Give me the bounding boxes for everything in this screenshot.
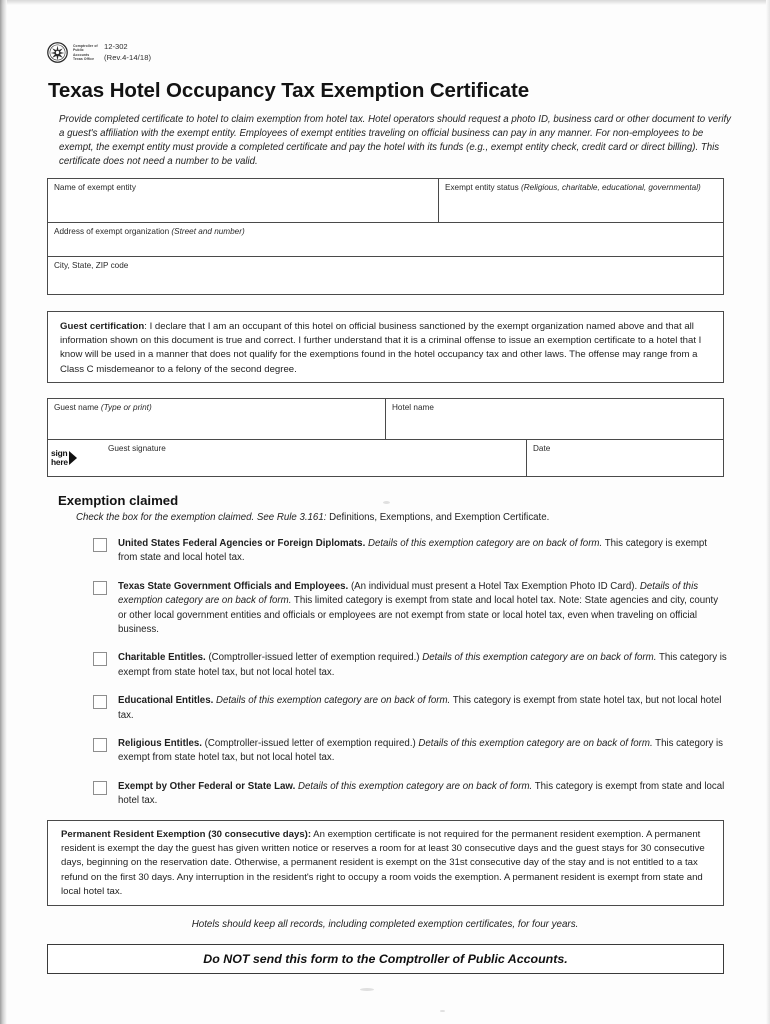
exemption-1-plain: This limited category is exempt from state and local hotel tax. Note: State agencies and city, county or other local government entities and officials or employees are not exempt from state or local hotel tax, even when traveling on official business. <box>118 595 719 636</box>
checkbox-charitable-entities[interactable] <box>93 652 107 666</box>
label-guest-name-hint: (Type or print) <box>100 403 152 412</box>
sign-here-line-1: sign <box>51 448 68 458</box>
exempt-entity-fieldset <box>47 178 724 295</box>
city-state-zip-cell[interactable] <box>48 257 723 294</box>
exemption-2-bold: Charitable Entitles. <box>118 652 206 664</box>
checkbox-texas-state-government[interactable] <box>93 581 107 595</box>
label-hotel-name: Hotel name <box>392 403 434 412</box>
exemption-1-italic: Details of this exemption category are on back of form. <box>118 580 699 607</box>
label-date: Date <box>533 444 551 453</box>
scan-speckle <box>360 988 374 991</box>
form-header <box>47 41 151 63</box>
page-title: Texas Hotel Occupancy Tax Exemption Certificate <box>48 79 530 102</box>
sign-here-marker <box>51 449 77 466</box>
exemption-5-italic: Details of this exemption category are on back of form. <box>295 780 533 792</box>
exemption-option-charitable-entities[interactable] <box>93 651 727 680</box>
label-city-state-zip: City, State, ZIP code <box>54 261 129 270</box>
exemption-2-italic: Details of this exemption category are on back of form. <box>419 652 657 664</box>
date-cell[interactable] <box>527 440 723 476</box>
exemption-option-other-federal-state-law[interactable] <box>93 780 727 809</box>
exemption-4-italic: Details of this exemption category are on back of form. <box>415 738 653 750</box>
checkbox-federal-agencies[interactable] <box>93 538 107 552</box>
exemption-option-texas-state-government-label <box>118 580 727 638</box>
exemption-instruction-plain: Definitions, Exemptions, and Exemption Certificate. <box>326 512 550 523</box>
address-cell[interactable] <box>48 223 723 256</box>
label-guest-signature: Guest signature <box>108 444 166 453</box>
exemption-5-bold: Exempt by Other Federal or State Law. <box>118 780 296 792</box>
exemption-option-religious-entities-label <box>118 737 727 766</box>
exemption-option-educational-entities-label <box>118 694 727 723</box>
checkbox-educational-entities[interactable] <box>93 695 107 709</box>
exempt-entity-status-cell[interactable] <box>439 179 723 222</box>
guest-certification-heading: Guest certification <box>60 321 145 332</box>
exemption-section-heading: Exemption claimed <box>58 493 179 508</box>
permanent-resident-exemption-box <box>47 820 724 906</box>
exemption-instruction-italic: Check the box for the exemption claimed. See Rule 3.161: <box>76 512 327 523</box>
scan-edge-right <box>766 0 770 1024</box>
guest-certification-box <box>47 311 724 383</box>
scan-edge-left <box>0 0 7 1024</box>
hotel-name-cell[interactable] <box>386 399 723 439</box>
exemption-1-plain0: (An individual must present a Hotel Tax Exemption Photo ID Card). <box>348 580 638 592</box>
guest-name-cell[interactable] <box>48 399 385 439</box>
label-exempt-entity-status-text: Exempt entity status <box>445 183 521 192</box>
exemption-option-charitable-entities-label <box>118 651 727 680</box>
do-not-send-notice-text: Do NOT send this form to the Comptroller of Public Accounts. <box>203 952 568 966</box>
permanent-resident-text <box>61 828 710 899</box>
exemption-4-plain: This category is exempt from state hotel tax, but not local hotel tax. <box>118 738 724 764</box>
scan-speckle <box>440 1010 445 1012</box>
scan-speckle <box>383 501 390 504</box>
label-guest-name <box>48 399 385 413</box>
exemption-5-plain: This category is exempt from state and local hotel tax. <box>118 780 725 807</box>
label-address-hint: (Street and number) <box>171 227 245 236</box>
permanent-resident-heading: Permanent Resident Exemption (30 consecutive days): <box>61 829 312 840</box>
exemption-2-plain0: (Comptroller-issued letter of exemption required.) <box>205 652 420 664</box>
guest-signature-cell[interactable] <box>48 440 526 476</box>
exemption-4-bold: Religious Entitles. <box>118 738 202 750</box>
sign-here-arrow-icon <box>69 451 77 465</box>
exemption-option-federal-agencies[interactable] <box>93 537 727 566</box>
records-retention-note: Hotels should keep all records, including completed exemption certificates, for four years. <box>191 919 579 930</box>
exemption-options-list <box>93 537 727 823</box>
exemption-option-texas-state-government[interactable] <box>93 580 727 638</box>
exemption-4-plain0: (Comptroller-issued letter of exemption required.) <box>201 738 416 750</box>
label-exempt-entity-status <box>439 179 723 193</box>
guest-certification-text <box>60 320 711 377</box>
exemption-option-other-federal-state-law-label <box>118 780 727 809</box>
label-address-text: Address of exempt organization <box>54 227 172 236</box>
exemption-2-plain: This category is exempt from state hotel tax, but not local hotel tax. <box>118 652 727 678</box>
form-revision: (Rev.4-14/18) <box>104 52 152 62</box>
checkbox-other-federal-state-law[interactable] <box>93 781 107 795</box>
exemption-option-federal-agencies-label <box>118 537 727 566</box>
label-guest-name-text: Guest name <box>54 403 101 412</box>
exemption-section-instruction <box>76 512 549 523</box>
exemption-0-italic: Details of this exemption category are on back of form. <box>365 538 603 549</box>
form-number: 12-302 <box>104 42 128 51</box>
exemption-3-plain: This category is exempt from state hotel tax, but not local hotel tax. <box>118 695 722 721</box>
checkbox-religious-entities[interactable] <box>93 738 107 752</box>
exemption-0-bold: United States Federal Agencies or Foreign Diplomats. <box>118 538 366 549</box>
label-exempt-entity-status-hint: (Religious, charitable, educational, governmental) <box>521 183 701 192</box>
guest-certification-body: : I declare that I am an occupant of this hotel on official business sanctioned by the exempt organization named above and that all information shown on this document is true and correct. I further understand that it is a criminal offense to issue an exemption certificate to a hotel that I know will be used in a manner that does not qualify for the exemptions found in the hotel occupancy tax and other laws. The offense may range from a Class C misdemeanor to a felony of the second degree. <box>60 321 702 375</box>
exemption-0-plain: This category is exempt from state and local hotel tax. <box>118 538 707 564</box>
exemption-option-educational-entities[interactable] <box>93 694 727 723</box>
permanent-resident-body: An exemption certificate is not required for the permanent resident exemption. A permanent resident is exempt the day the guest has given written notice or reserves a room for at least 30 consecutive days and the guest stays for 30 consecutive days, beginning on the reservation date. Otherwise, a permanent resident is exempt on the 31st consecutive day of the stay and is not entitled to a tax refund on the first 30 days. Any interruption in the resident's right to occupy a room voids the exemption. A permanent resident is exempt from state and local hotel tax. <box>61 829 705 897</box>
signature-fieldset <box>47 398 724 477</box>
exemption-option-religious-entities[interactable] <box>93 737 727 766</box>
sign-here-line-2: here <box>51 456 68 467</box>
comptroller-seal-icon <box>47 42 68 63</box>
agency-name: Comptroller of Public Accounts Texas Office <box>73 44 98 61</box>
exemption-1-bold: Texas State Government Officials and Employees. <box>118 580 349 592</box>
form-number-block <box>104 42 151 63</box>
intro-paragraph: Provide completed certificate to hotel to claim exemption from hotel tax. Hotel operators should request a photo ID, business card or other document to verify a guest's affiliation with the exempt entity. Employees of exempt entities traveling on official business can pay in any manner. For non-employees to be exempt, the exempt entity must provide a completed certificate and pay the hotel with its funds (e.g., exempt entity check, credit card or direct billing). This certificate does not need a number to be valid. <box>59 114 732 168</box>
exemption-3-bold: Educational Entitles. <box>118 695 214 707</box>
label-address <box>48 223 723 237</box>
scan-edge-top <box>0 0 770 5</box>
label-name-of-exempt-entity: Name of exempt entity <box>54 183 136 192</box>
exemption-3-italic: Details of this exemption category are on back of form. <box>213 695 451 707</box>
do-not-send-notice-box <box>47 944 724 974</box>
